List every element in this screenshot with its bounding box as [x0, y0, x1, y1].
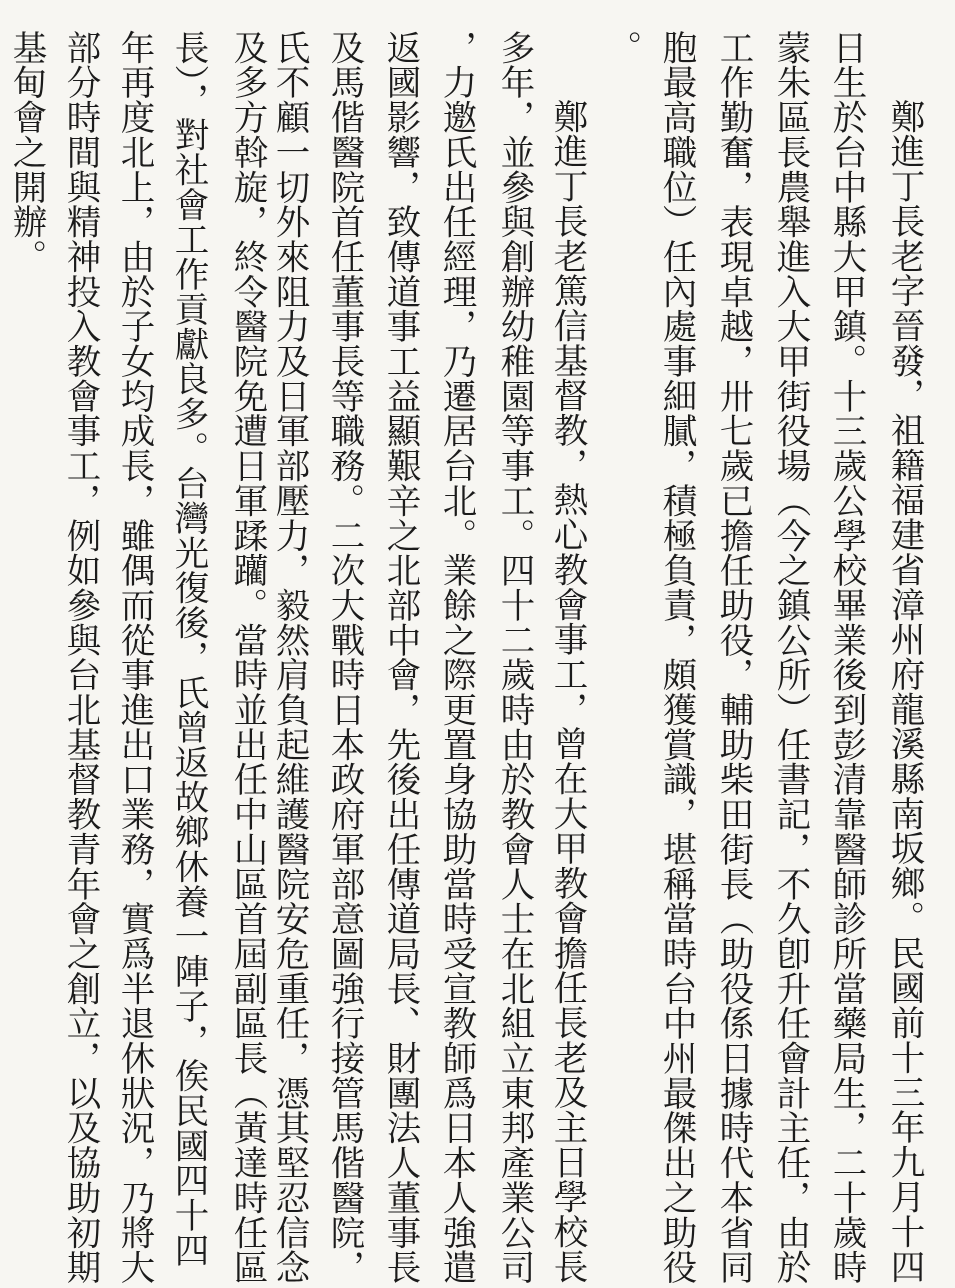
text-column-4: 工作勤奮，表現卓越，卅七歲已擔任助役，輔助柴田街長（助役係日據時代本省同: [713, 30, 753, 1285]
text-column-13: 及多方斡旋，終令醫院免遭日軍蹂躪。當時並出任中山區首屆副區長（黃達時任區: [227, 30, 267, 1285]
text-column-8: 多年，並參與創辦幼稚園等事工。四十二歲時由於教會人士在北組立東邦產業公司: [494, 30, 534, 1285]
text-column-5: 胞最高職位）任內處事細膩，積極負責，頗獲賞識，堪稱當時台中州最傑出之助役: [656, 30, 696, 1285]
text-column-17: 基甸會之開辦。: [6, 30, 46, 274]
text-column-15: 年再度北上，由於子女均成長，雖偶而從事進出口業務，實爲半退休狀況，乃將大: [114, 30, 154, 1285]
text-column-12: 氏不顧一切外來阻力及日軍部壓力，毅然肩負起維護醫院安危重任，憑其堅忍信念: [269, 30, 309, 1285]
text-column-2: 日生於台中縣大甲鎮。十三歲公學校畢業後到彭清靠醫師診所當藥局生，二十歲時: [826, 30, 866, 1285]
text-column-7: 鄭進丁長老篤信基督教，熱心教會事工，曾在大甲教會擔任長老及主日學校長: [547, 99, 587, 1284]
text-column-3: 蒙朱區長農舉進入大甲街役場（今之鎮公所）任書記，不久卽升任會計主任，由於: [770, 30, 810, 1285]
text-column-9: ，力邀氏出任經理，乃遷居台北。業餘之際更置身協助當時受宣教師爲日本人強遣: [436, 30, 476, 1285]
text-column-16: 部分時間與精神投入教會事工，例如參與台北基督教青年會之創立，以及協助初期: [60, 30, 100, 1285]
text-column-1: 鄭進丁長老字晉發，祖籍福建省漳州府龍溪縣南坂鄉。民國前十三年九月十四: [884, 99, 924, 1284]
text-column-11: 及馬偕醫院首任董事長等職務。二次大戰時日本政府軍部意圖強行接管馬偕醫院，: [324, 30, 364, 1285]
text-column-6: 。: [601, 30, 641, 65]
text-column-10: 返國影響，致傳道事工益顯艱辛之北部中會，先後出任傳道局長、財團法人董事長: [380, 30, 420, 1285]
text-column-14: 長），對社會工作貢獻良多。台灣光復後，氏曾返故鄉休養一陣子，俟民國四十四: [168, 30, 208, 1268]
